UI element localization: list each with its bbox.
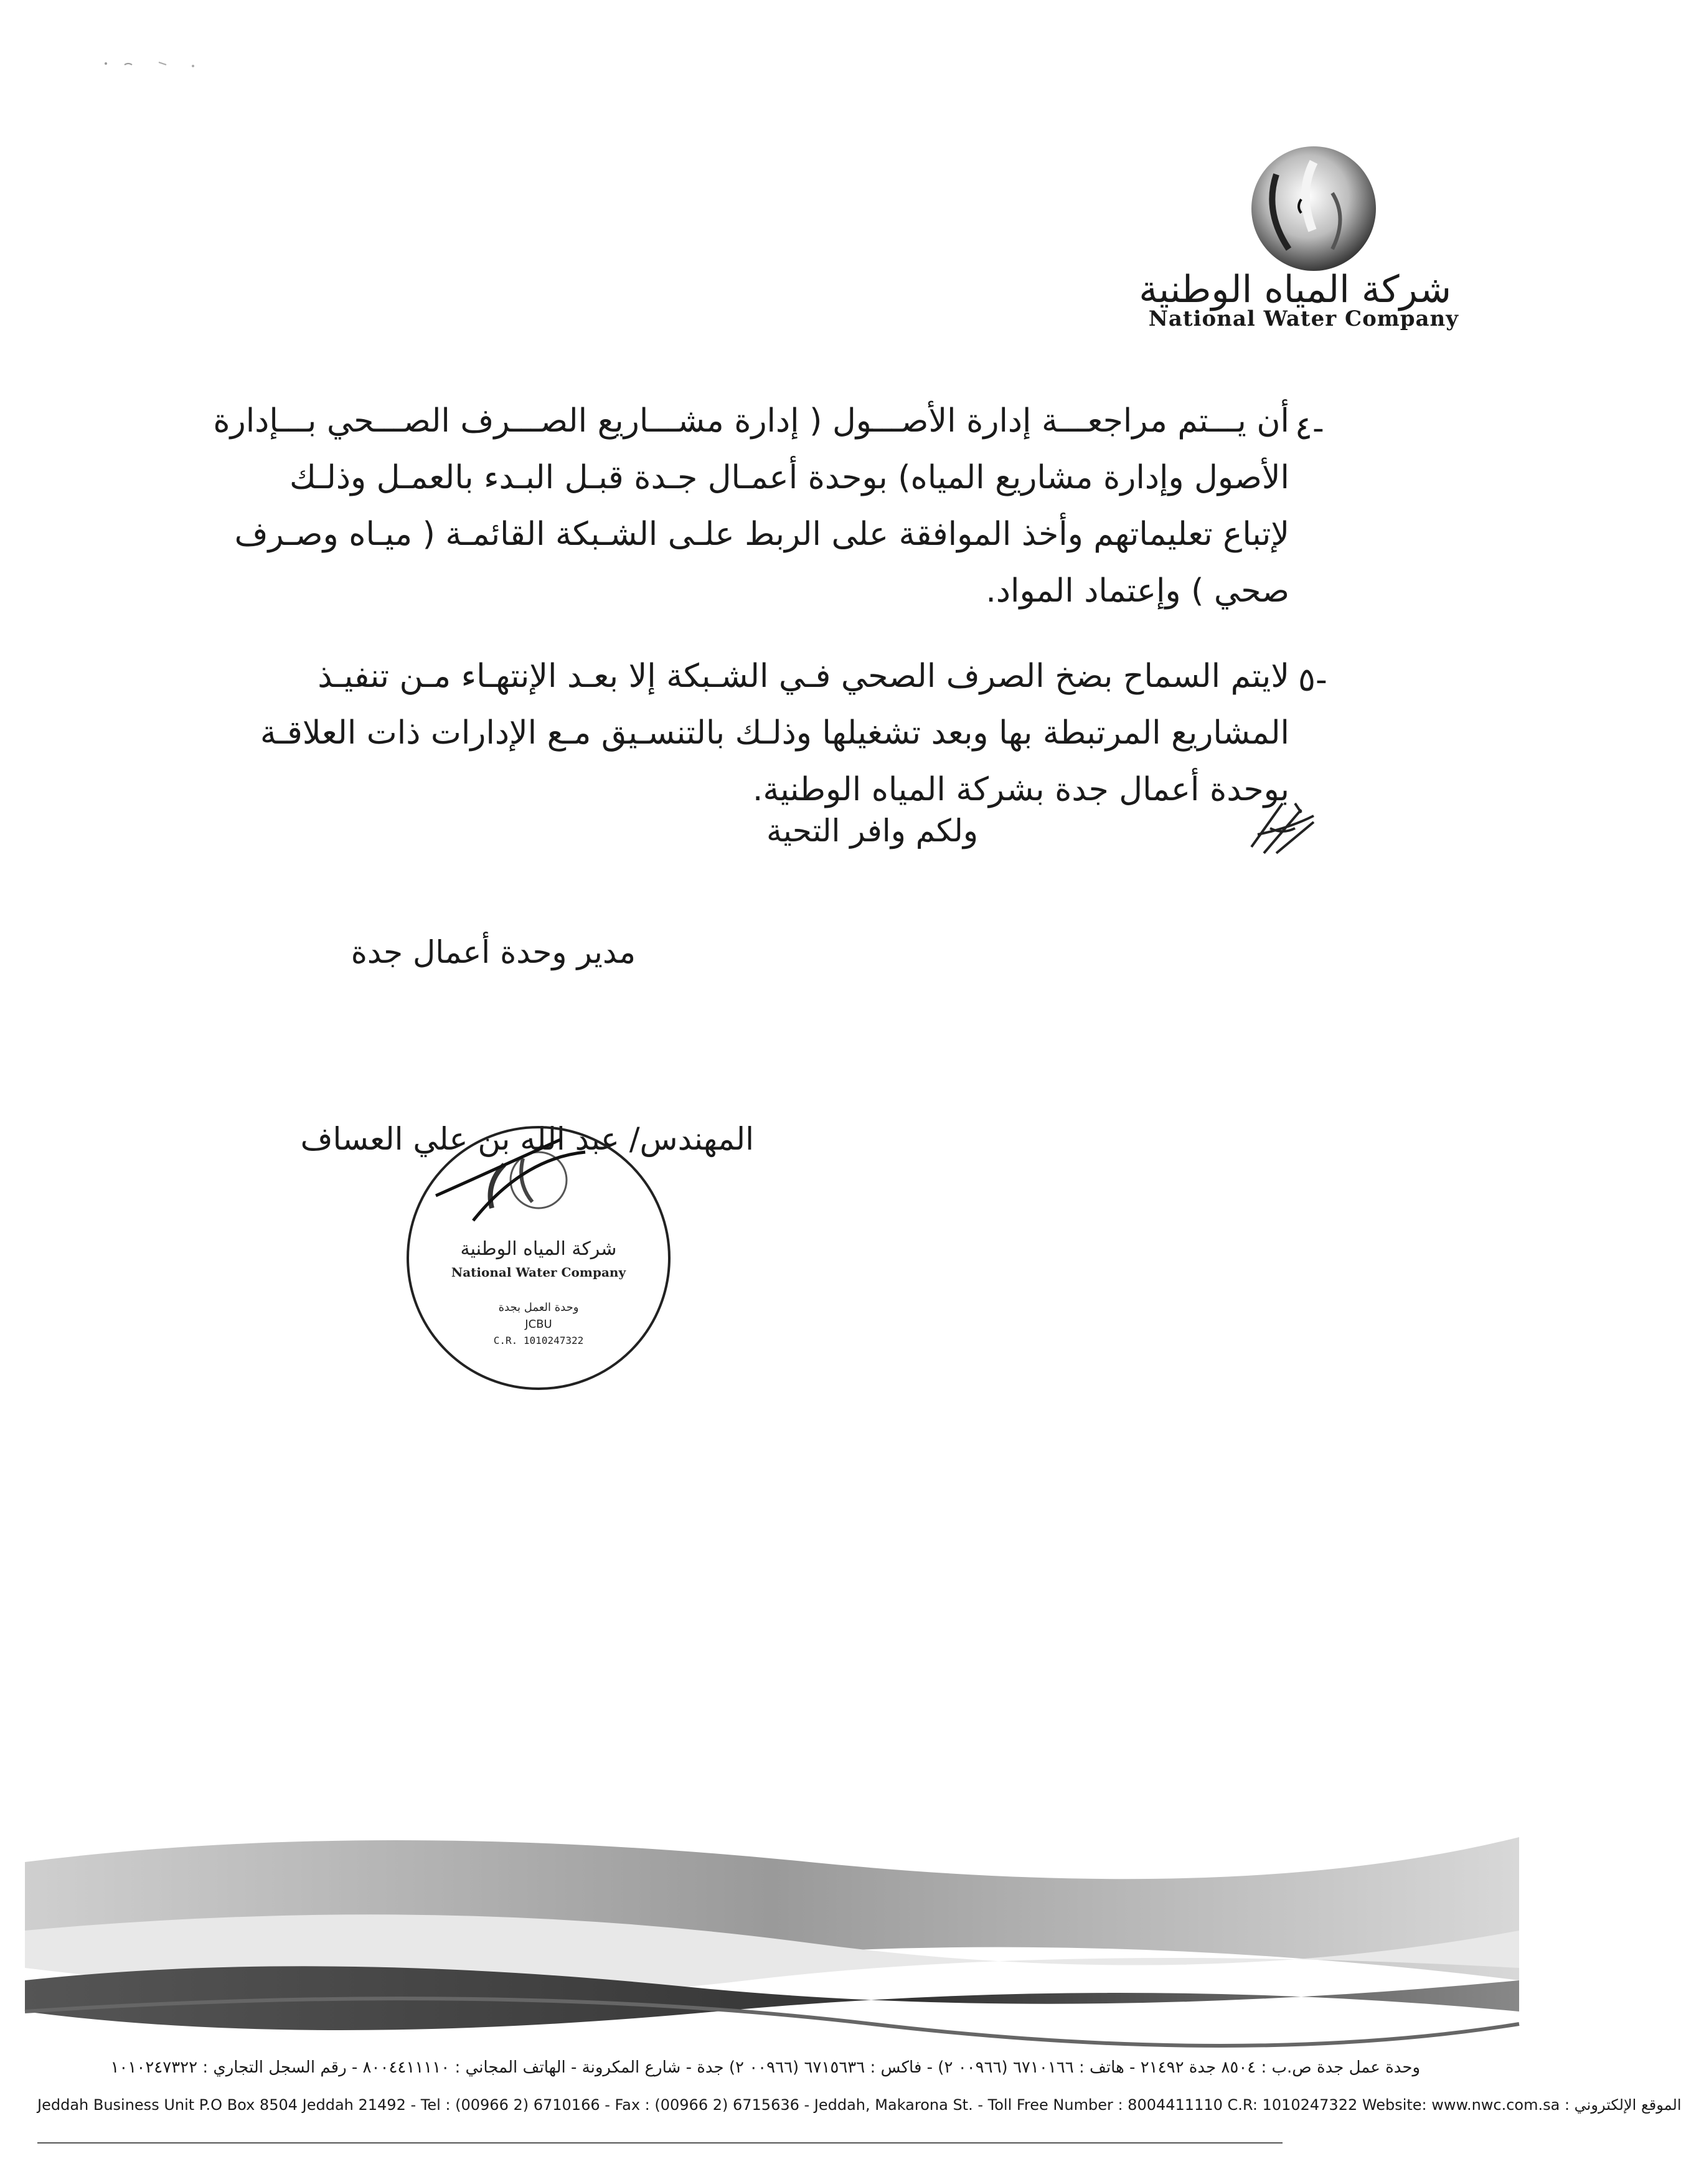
item-5-line: لايتم السماح بضخ الصرف الصحي فـي الشـبكة إلا بعـد الإنتهـاء مـن تنفيـذ <box>318 658 1289 695</box>
item-4-line: أن يـــتم مراجعـــة إدارة الأصـــول ( إدارة مشـــاريع الصـــرف الصـــحي بـــإدارة <box>213 402 1289 440</box>
item-4-line: صحي ) وإعتماد المواد. <box>986 572 1289 610</box>
item-4-paragraph <box>213 399 1289 625</box>
item-5-paragraph <box>237 654 1289 824</box>
company-logo-icon <box>1239 137 1388 280</box>
stamp-company-en: National Water Company <box>451 1265 626 1280</box>
item-4-line: لإتباع تعليماتهم وأخذ الموافقة على الربط علـى الشـبكة القائمـة ( ميـاه وصـرف <box>234 516 1289 553</box>
stamp-cr: C.R. 1010247322 <box>493 1335 584 1346</box>
item-4-number: ٤- <box>1295 410 1324 447</box>
company-name-english: National Water Company <box>1148 306 1459 331</box>
official-stamp <box>398 1121 679 1395</box>
stamp-unit-ar: وحدة العمل بجدة <box>498 1301 579 1314</box>
initials-signature <box>1239 791 1326 866</box>
scan-marks <box>100 56 224 75</box>
stamp-unit-code: JCBU <box>525 1318 552 1331</box>
footer-address-arabic: وحدة عمل جدة ص.ب : ٨٥٠٤ جدة ٢١٤٩٢ - هاتف : ٦٧١٠١٦٦ (٠٠٩٦٦ ٢) - فاكس : ٦٧١٥٦٣٦ (٠٠٩٦٦ ٢) جدة - شارع المكرونة - الهاتف المجاني : ٨٠٠٤٤١١١١٠ - رقم السجل التجاري : ١٠١٠٢٤٧٣٢٢ <box>110 2058 1420 2077</box>
footer-wave-decoration <box>0 1825 1545 2049</box>
signer-name: المهندس/ عبد الله بن علي العساف <box>300 1121 754 1157</box>
item-4-line: الأصول وإدارة مشاريع المياه) بوحدة أعمـال جـدة قبـل البـدء بالعمـل وذلـك <box>289 459 1289 496</box>
company-name-arabic: شركة المياه الوطنية <box>1139 268 1451 311</box>
footer-divider <box>37 2142 1283 2144</box>
closing-greeting: ولكم وافر التحية <box>766 813 978 849</box>
item-5-line: المشاريع المرتبطة بها وبعد تشغيلها وذلـك بالتنسـيق مـع الإدارات ذات العلاقـة <box>260 714 1289 752</box>
item-5-line: بوحدة أعمال جدة بشركة المياه الوطنية. <box>752 771 1289 808</box>
signer-title: مدير وحدة أعمال جدة <box>351 934 636 970</box>
item-5-number: ٥- <box>1298 661 1327 699</box>
stamp-company-ar: شركة المياه الوطنية <box>460 1238 617 1260</box>
footer-address-english: Jeddah Business Unit P.O Box 8504 Jeddah 21492 - Tel : (00966 2) 6710166 - Fax : (00966 2) 6715636 - Jeddah, Makarona St. - Toll Free Number : 8004411110 C.R: 1010247322 Website: www.nwc.com.sa : الموقع الإلكتروني <box>37 2096 1681 2114</box>
